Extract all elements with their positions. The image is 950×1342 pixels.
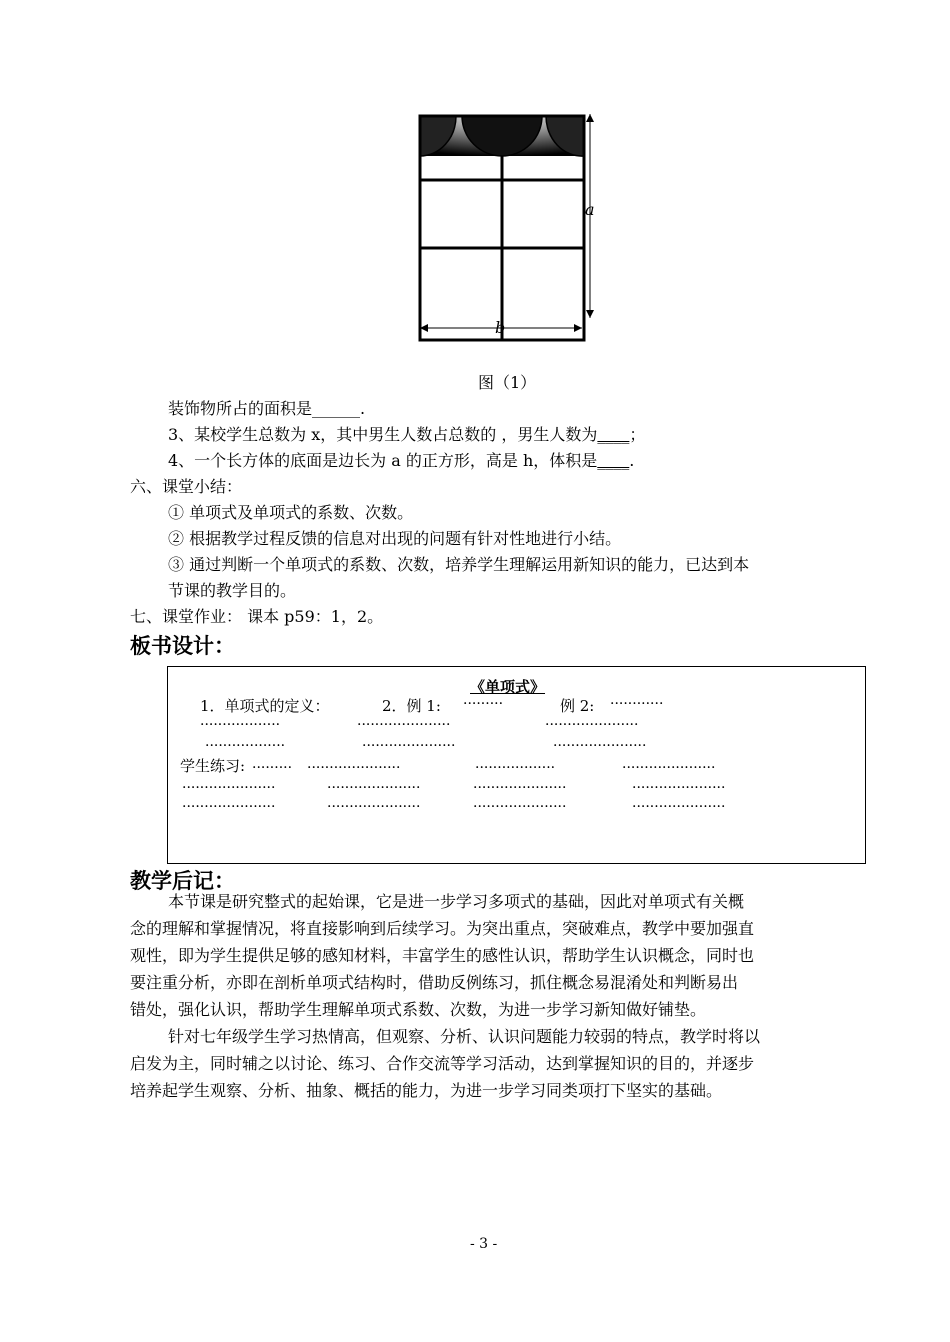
summary-heading: 六、课堂小结： xyxy=(130,477,243,496)
notes-p1-line-2: 念的理解和掌握情况，将直接影响到后续学习。为突出重点，突破难点，教学中要加强直 xyxy=(130,919,755,938)
dots: ····················· xyxy=(362,738,456,754)
dots: ····················· xyxy=(327,780,421,796)
question-4: 4、一个长方体的底面是边长为 a 的正方形，高是 h，体积是____. xyxy=(168,451,635,470)
q3-blank: ____ xyxy=(597,425,630,444)
notes-p2-line-2: 启发为主，同时辅之以讨论、练习、合作交流等学习活动，达到掌握知识的目的，并逐步 xyxy=(130,1054,755,1073)
dimension-b-label: b xyxy=(495,318,506,337)
dots: ·················· xyxy=(475,760,556,776)
summary-item-3a: ③ 通过判断一个单项式的系数、次数，培养学生理解运用新知识的能力，已达到本 xyxy=(168,555,750,574)
summary-item-3b: 节课的教学目的。 xyxy=(168,581,297,600)
dots: ····················· xyxy=(553,738,647,754)
dots: ····················· xyxy=(622,760,716,776)
dots: ············ xyxy=(610,696,664,712)
dots: ····················· xyxy=(545,717,639,733)
notes-p1-line-4: 要注重分析，亦即在剖析单项式结构时，借助反例练习，抓住概念易混淆处和判断易出 xyxy=(130,973,739,992)
dots: ········· xyxy=(463,696,504,712)
dots: ····················· xyxy=(473,780,567,796)
dots: ·················· xyxy=(200,717,281,733)
notes-p2-line-3: 培养起学生观察、分析、抽象、概括的能力，为进一步学习同类项打下坚实的基础。 xyxy=(130,1081,723,1100)
q4-blank: ____ xyxy=(597,451,630,470)
board-heading: 板书设计： xyxy=(130,634,235,658)
notes-heading: 教学后记： xyxy=(130,869,235,893)
board-example-2: 例 2: xyxy=(560,697,595,715)
notes-p2-line-1: 针对七年级学生学习热情高，但观察、分析、认识问题能力较弱的特点，教学时将以 xyxy=(168,1027,761,1046)
board-definition: 1．单项式的定义： xyxy=(200,697,330,715)
dots: ····················· xyxy=(473,799,567,815)
dots: ·················· xyxy=(205,738,286,754)
dots: ····················· xyxy=(632,799,726,815)
board-practice: 学生练习: xyxy=(180,757,246,775)
dots: ····················· xyxy=(327,799,421,815)
window-figure xyxy=(410,108,610,346)
dots: ····················· xyxy=(182,799,276,815)
dots: ····················· xyxy=(357,717,451,733)
dots: ····················· xyxy=(182,780,276,796)
board-example-1: 2．例 1: xyxy=(382,697,441,715)
summary-item-1: ① 单项式及单项式的系数、次数。 xyxy=(168,503,414,522)
summary-item-2: ② 根据教学过程反馈的信息对出现的问题有针对性地进行小结。 xyxy=(168,529,622,548)
board-title: 《单项式》 xyxy=(470,678,546,696)
figure-caption: 图（1） xyxy=(478,373,537,392)
notes-p1-line-5: 错处，强化认识，帮助学生理解单项式系数、次数，为进一步学习新知做好铺垫。 xyxy=(130,1000,707,1019)
homework-line: 七、课堂作业： 课本 p59：1，2。 xyxy=(130,607,384,626)
decor-area-line: 装饰物所占的面积是______. xyxy=(168,399,366,418)
dots: ····················· xyxy=(632,780,726,796)
dimension-a-label: a xyxy=(585,200,595,219)
dots: ········· xyxy=(252,760,293,776)
notes-p1-line-1: 本节课是研究整式的起始课，它是进一步学习多项式的基础，因此对单项式有关概 xyxy=(168,892,745,911)
dots: ····················· xyxy=(307,760,401,776)
notes-p1-line-3: 观性，即为学生提供足够的感知材料，丰富学生的感性认识，帮助学生认识概念，同时也 xyxy=(130,946,755,965)
page-number: - 3 - xyxy=(470,1236,498,1252)
question-3: 3、某校学生总数为 x，其中男生人数占总数的 ，男生人数为____； xyxy=(168,425,646,444)
decor-blank: ______ xyxy=(312,399,361,418)
